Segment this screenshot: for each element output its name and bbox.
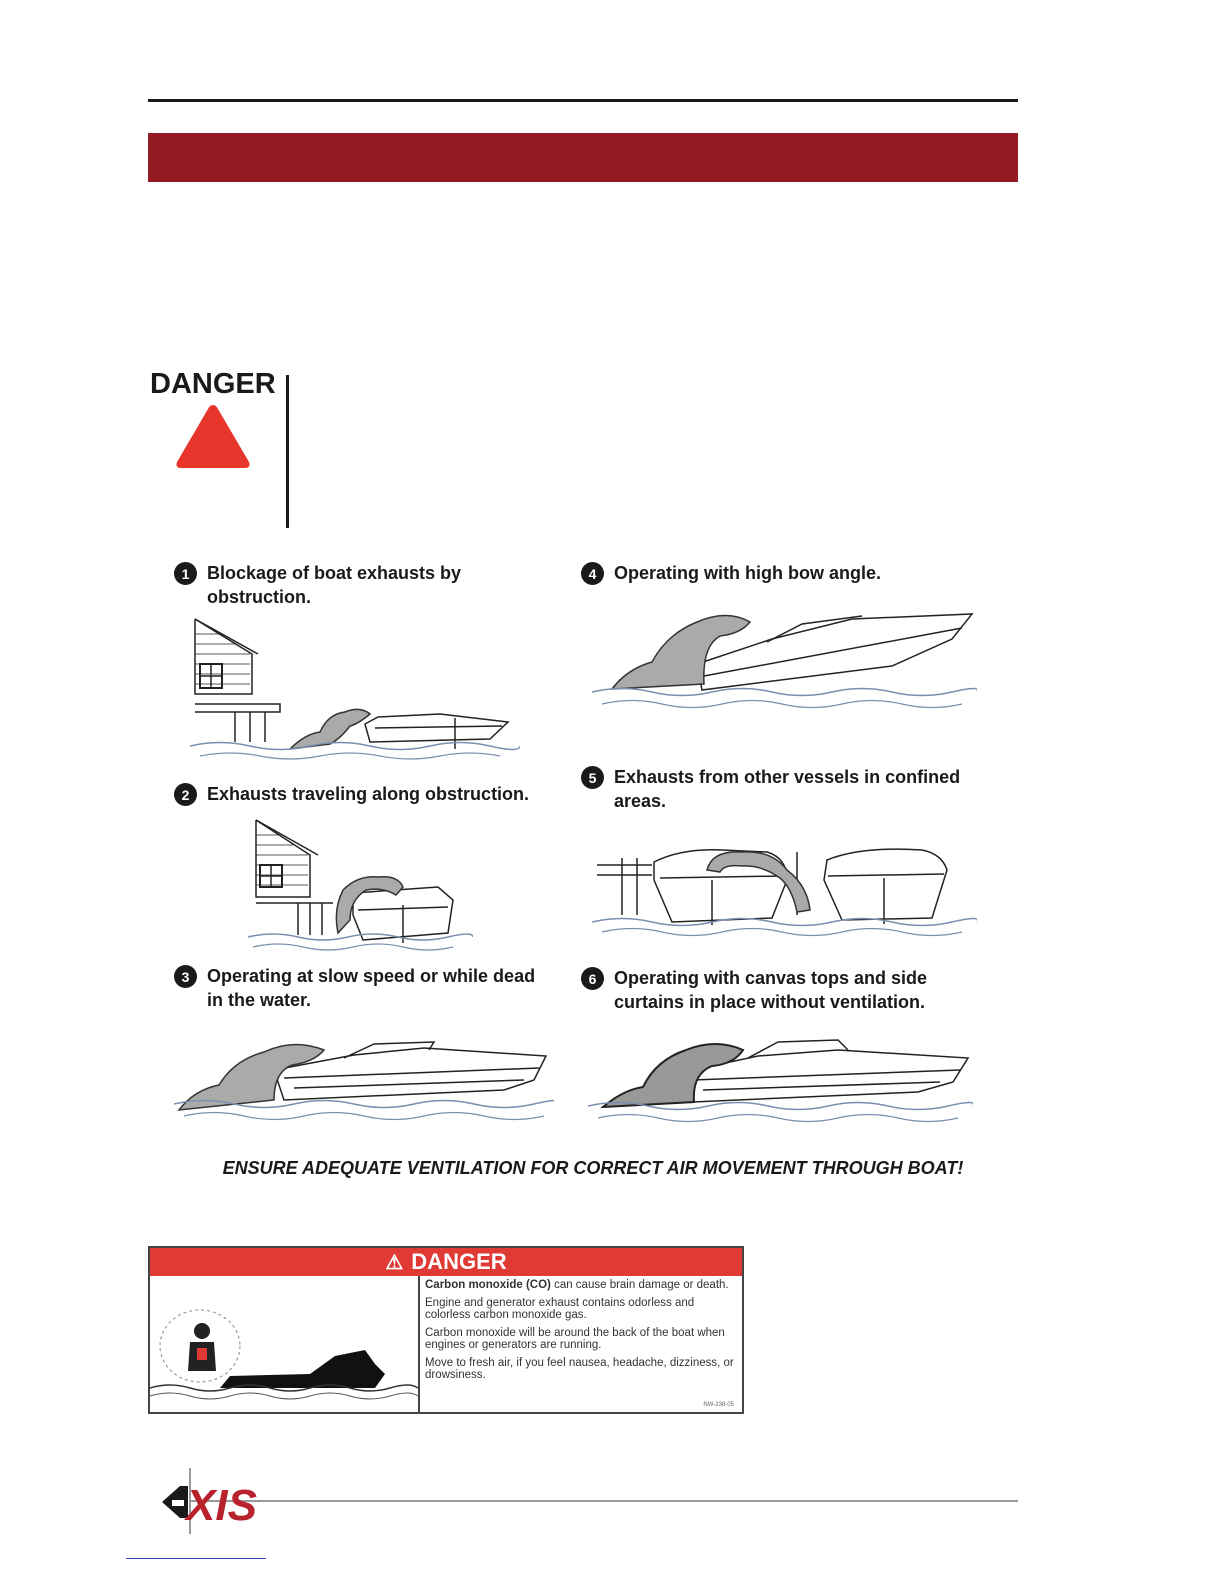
hazard-item-4 bbox=[581, 561, 1001, 585]
logo-text: XIS bbox=[186, 1481, 257, 1526]
danger-divider bbox=[286, 375, 289, 528]
illustration-blocked-exhaust bbox=[190, 614, 520, 764]
item-text: Exhausts from other vessels in confined areas. bbox=[614, 767, 961, 811]
decal-line-1: Carbon monoxide (CO) can cause brain damage or death. bbox=[425, 1279, 729, 1291]
top-rule bbox=[148, 99, 1018, 102]
decal-line-3: Carbon monoxide will be around the back of the boat when engines or generators are running. bbox=[425, 1327, 725, 1351]
decal-part-code: NW-238-05 bbox=[703, 1402, 734, 1408]
axis-logo bbox=[158, 1478, 308, 1526]
decal-heading: DANGER bbox=[411, 1249, 507, 1274]
illustration-canvas-tops bbox=[588, 1032, 973, 1127]
illustration-exhaust-along-obstruction bbox=[248, 815, 473, 955]
item-number-badge: 2 bbox=[174, 783, 197, 806]
item-text: Blockage of boat exhausts by obstruction. bbox=[207, 563, 462, 607]
item-text: Exhausts traveling along obstruction. bbox=[207, 784, 530, 804]
footer-link-underline bbox=[126, 1558, 266, 1559]
decal-header bbox=[150, 1248, 742, 1276]
decal-pictogram bbox=[150, 1276, 420, 1412]
item-text: Operating with high bow angle. bbox=[614, 563, 881, 583]
illustration-slow-speed bbox=[174, 1030, 554, 1125]
item-number-badge: 3 bbox=[174, 965, 197, 988]
warning-triangle-icon: ⚠ bbox=[385, 1251, 404, 1274]
footer-rule bbox=[190, 1500, 1018, 1502]
hazard-item-5 bbox=[581, 765, 1001, 813]
ventilation-notice: ENSURE ADEQUATE VENTILATION FOR CORRECT AIR MOVEMENT THROUGH BOAT! bbox=[222, 1158, 964, 1178]
item-text: Operating with canvas tops and side curtains in place without ventilation. bbox=[614, 968, 928, 1012]
item-number-badge: 5 bbox=[581, 766, 604, 789]
item-number-badge: 1 bbox=[174, 562, 197, 585]
decal-line-4: Move to fresh air, if you feel nausea, headache, dizziness, or drowsiness. bbox=[425, 1357, 734, 1381]
illustration-confined-areas bbox=[592, 840, 977, 940]
item-number-badge: 4 bbox=[581, 562, 604, 585]
decal-line-2: Engine and generator exhaust contains odorless and colorless carbon monoxide gas. bbox=[425, 1297, 695, 1321]
section-header-band bbox=[148, 133, 1018, 182]
item-number-badge: 6 bbox=[581, 967, 604, 990]
person-boat-exhaust-icon bbox=[150, 1276, 418, 1412]
hazard-item-1 bbox=[174, 561, 514, 609]
danger-triangle-icon bbox=[174, 402, 252, 470]
hazard-item-3 bbox=[174, 964, 554, 1012]
item-text: Operating at slow speed or while dead in the water. bbox=[207, 966, 536, 1010]
hazard-item-2 bbox=[174, 782, 554, 806]
illustration-high-bow-angle bbox=[592, 604, 977, 719]
danger-heading: DANGER bbox=[150, 368, 276, 400]
danger-decal bbox=[148, 1246, 744, 1414]
hazard-item-6 bbox=[581, 966, 1001, 1014]
decal-text bbox=[425, 1279, 737, 1387]
